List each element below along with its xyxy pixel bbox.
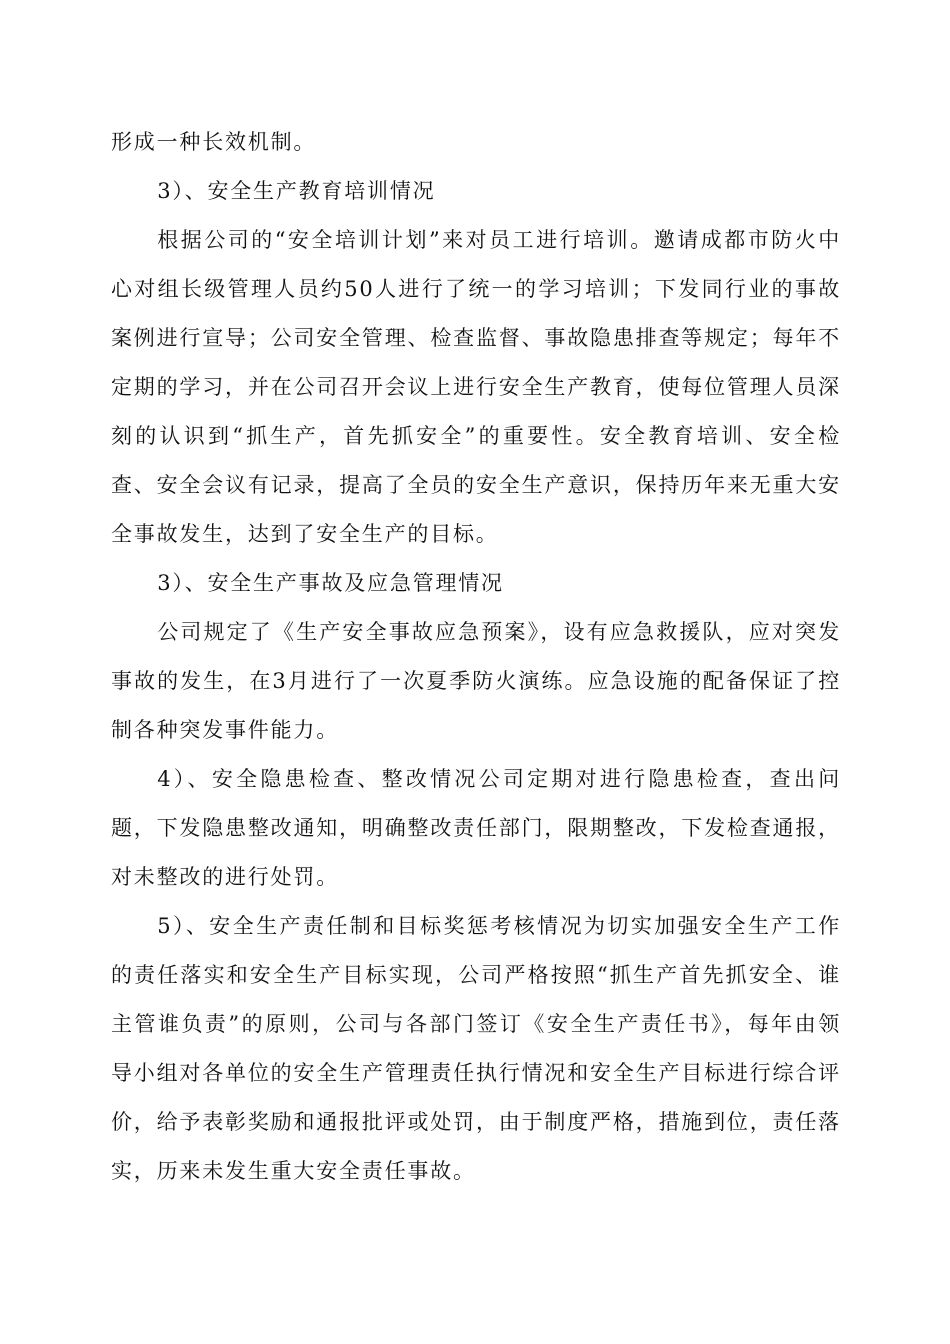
paragraph-training: 根据公司的“安全培训计划”来对员工进行培训。邀请成都市防火中心对组长级管理人员约50人进行了统一的学习培训；下发同行业的事故案例进行宣导；公司安全管理、检查监督、事故隐患排查等规定；每年不定期的学习，并在公司召开会议上进行安全生产教育，使每位管理人员深刻的认识到“抓生产，首先抓安全”的重要性。安全教育培训、安全检查、安全会议有记录，提高了全员的安全生产意识，保持历年来无重大安全事故发生，达到了安全生产的目标。 — [111, 228, 841, 546]
paragraph-hazard-inspection: 4）、安全隐患检查、整改情况公司定期对进行隐患检查，查出问题，下发隐患整改通知，明确整改责任部门，限期整改，下发检查通报，对未整改的进行处罚。 — [111, 767, 841, 889]
paragraph-continuation: 形成一种长效机制。 — [111, 130, 317, 154]
section-heading-emergency: 3）、安全生产事故及应急管理情况 — [157, 571, 504, 595]
paragraph-responsibility: 5）、安全生产责任制和目标奖惩考核情况为切实加强安全生产工作的责任落实和安全生产目标实现，公司严格按照“抓生产首先抓安全、谁主管谁负责”的原则，公司与各部门签订《安全生产责任书》，每年由领导小组对各单位的安全生产管理责任执行情况和安全生产目标进行综合评价，给予表彰奖励和通报批评或处罚，由于制度严格，措施到位，责任落实，历来未发生重大安全责任事故。 — [111, 914, 841, 1183]
section-heading-training: 3）、安全生产教育培训情况 — [157, 179, 436, 203]
document-body — [111, 118, 841, 1196]
paragraph-emergency: 公司规定了《生产安全事故应急预案》，设有应急救援队，应对突发事故的发生，在3月进行了一次夏季防火演练。应急设施的配备保证了控制各种突发事件能力。 — [111, 620, 841, 742]
